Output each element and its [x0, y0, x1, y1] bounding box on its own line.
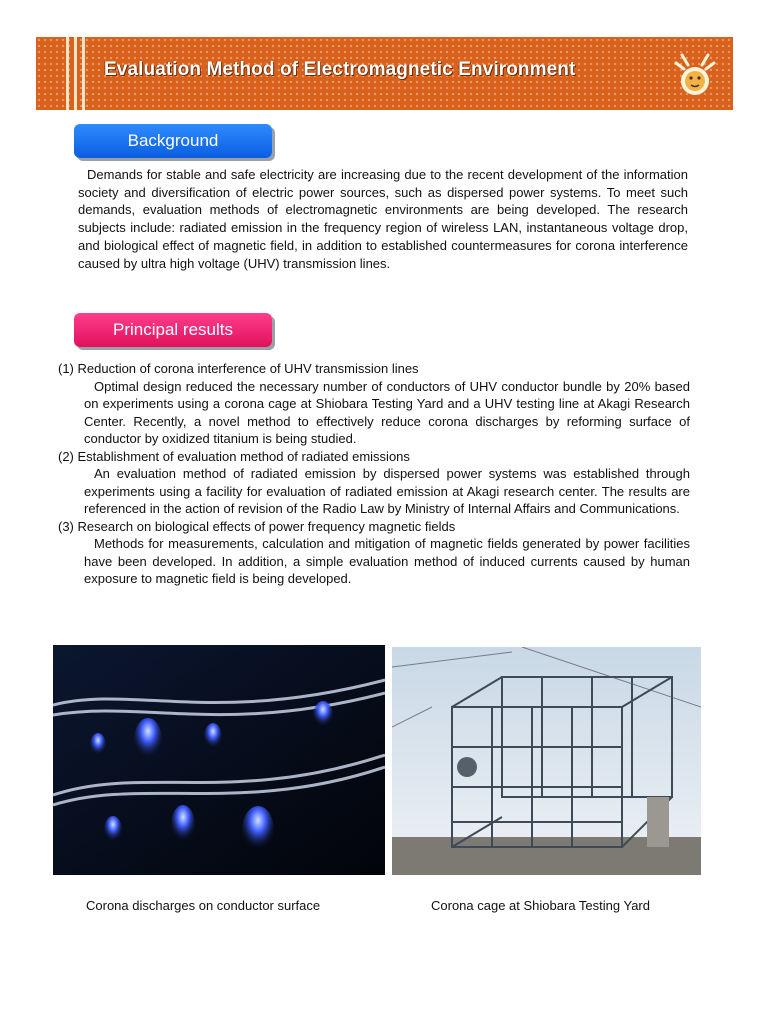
result-heading-3: (3) Research on biological effects of power frequency magnetic fields [58, 518, 456, 534]
corona-discharge-photo [53, 645, 385, 875]
header-banner [36, 37, 733, 110]
page-title: Evaluation Method of Electromagnetic Environment [104, 59, 576, 80]
bear-mascot-icon [668, 45, 722, 103]
banner-stripe [74, 37, 77, 110]
background-text: Demands for stable and safe electricity are increasing due to the recent development of the information society and diversification of electric power sources, such as dispersed power systems. To meet such demands, evaluation methods of electromagnetic environments are being developed. The research subjects include: radiated emission in the frequency region of wireless LAN, instantaneous voltage drop, and biological effect of magnetic field, in addition to established countermeasures for corona interference caused by ultra high voltage (UHV) transmission lines. [78, 167, 688, 271]
result-heading-2: (2) Establishment of evaluation method of radiated emissions [58, 448, 410, 464]
figure-caption-2: Corona cage at Shiobara Testing Yard [431, 898, 650, 913]
banner-stripe [82, 37, 85, 110]
result-body-1: Optimal design reduced the necessary number of conductors of UHV conductor bundle by 20% based on experiments using a corona cage at Shiobara Testing Yard and a UHV testing line at Akagi Research Center. Recently, a novel method to effectively reduce corona discharges by reforming surface of conductor by oxidized titanium is being studied. [84, 378, 690, 446]
results-list [58, 360, 690, 588]
banner-stripe [66, 37, 69, 110]
result-heading-1: (1) Reduction of corona interference of UHV transmission lines [58, 361, 419, 376]
corona-cage-photo [392, 647, 701, 875]
background-heading: Background [74, 124, 272, 158]
result-body-3: Methods for measurements, calculation and mitigation of magnetic fields generated by power facilities have been developed. In addition, a simple evaluation method of induced currents caused by human exposure to magnetic field is being developed. [84, 536, 690, 586]
figure-caption-1: Corona discharges on conductor surface [86, 898, 321, 913]
results-heading: Principal results [74, 313, 272, 347]
result-body-2: An evaluation method of radiated emission by dispersed power systems was established through experiments using a facility for evaluation of radiated emission at Akagi research center. The results are referenced in the action of revision of the Radio Law by Ministry of Internal Affairs and Communications. [84, 466, 690, 516]
